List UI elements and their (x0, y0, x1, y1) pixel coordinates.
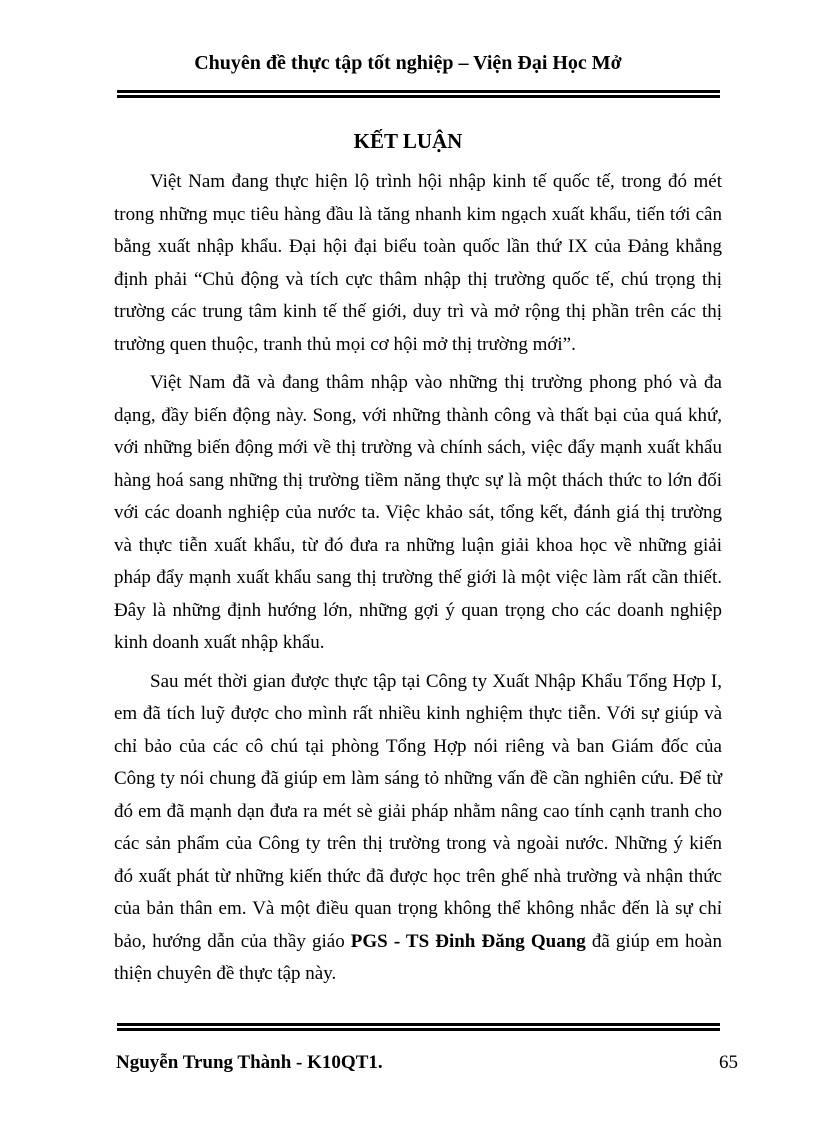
advisor-name: PGS - TS Đinh Đăng Quang (350, 930, 586, 952)
header-double-rule (117, 90, 720, 98)
paragraph-3-text-after: đã giúp em hoàn thiện chuyên đề thực tập này. (114, 930, 722, 984)
footer-double-rule (117, 1023, 720, 1031)
running-header-title: Chuyên đề thực tập tốt nghiệp – Viện Đại Học Mở (194, 52, 622, 74)
paragraph-3 (114, 666, 722, 991)
paragraph-2: Việt Nam đã và đang thâm nhập vào những thị trường phong phó và đa dạng, đầy biến động này. Song, với những thành công và thất bại của quá khứ, với những biến động mới về thị trường và chính sách, việc đẩy mạnh xuất khẩu hàng hoá sang những thị trường tiềm năng thực sự là một thách thức to lớn đối với các doanh nghiệp của nước ta. Việc khảo sát, tổng kết, đánh giá thị trường và thực tiễn xuất khẩu, từ đó đưa ra những luận giải khoa học về những giải pháp đẩy mạnh xuất khẩu sang thị trường thế giới là một việc làm rất cần thiết. Đây là những định hướng lớn, những gợi ý quan trọng cho các doanh nghiệp kinh doanh xuất nhập khẩu. (114, 372, 722, 653)
footer-author: Nguyễn Trung Thành - K10QT1. (116, 1052, 383, 1073)
body-text (114, 166, 722, 997)
paragraph-1: Việt Nam đang thực hiện lộ trình hội nhập kinh tế quốc tế, trong đó mét trong những mục tiêu hàng đầu là tăng nhanh kim ngạch xuất khẩu, tiến tới cân bằng xuất nhập khẩu. Đại hội đại biểu toàn quốc lần thứ IX của Đảng khẳng định phải “Chủ động và tích cực thâm nhập thị trường quốc tế, chú trọng thị trường các trung tâm kinh tế thế giới, duy trì và mở rộng thị phần trên các thị trường quen thuộc, tranh thủ mọi cơ hội mở thị trường mới”. (114, 171, 722, 355)
section-heading: KẾT LUẬN (353, 129, 463, 153)
paragraph-3-text-before: Sau mét thời gian được thực tập tại Công ty Xuất Nhập Khẩu Tổng Hợp I, em đã tích luỹ được cho mình rất nhiều kinh nghiệm thực tiễn. Với sự giúp và chỉ bảo của các cô chú tại phòng Tổng Hợp nói riêng và ban Giám đốc của Công ty nói chung đã giúp em làm sáng tỏ những vấn đề cần nghiên cứu. Để từ đó em đã mạnh dạn đưa ra mét sè giải pháp nhằm nâng cao tính cạnh tranh cho các sản phẩm của Công ty trên thị trường trong và ngoài nước. Những ý kiến đó xuất phát từ những kiến thức đã được học trên ghế nhà trường và nhận thức của bản thân em. Và một điều quan trọng không thể không nhắc đến là sự chỉ bảo, hướng dẫn của thầy giáo (114, 670, 722, 952)
page-number: 65 (719, 1052, 738, 1073)
